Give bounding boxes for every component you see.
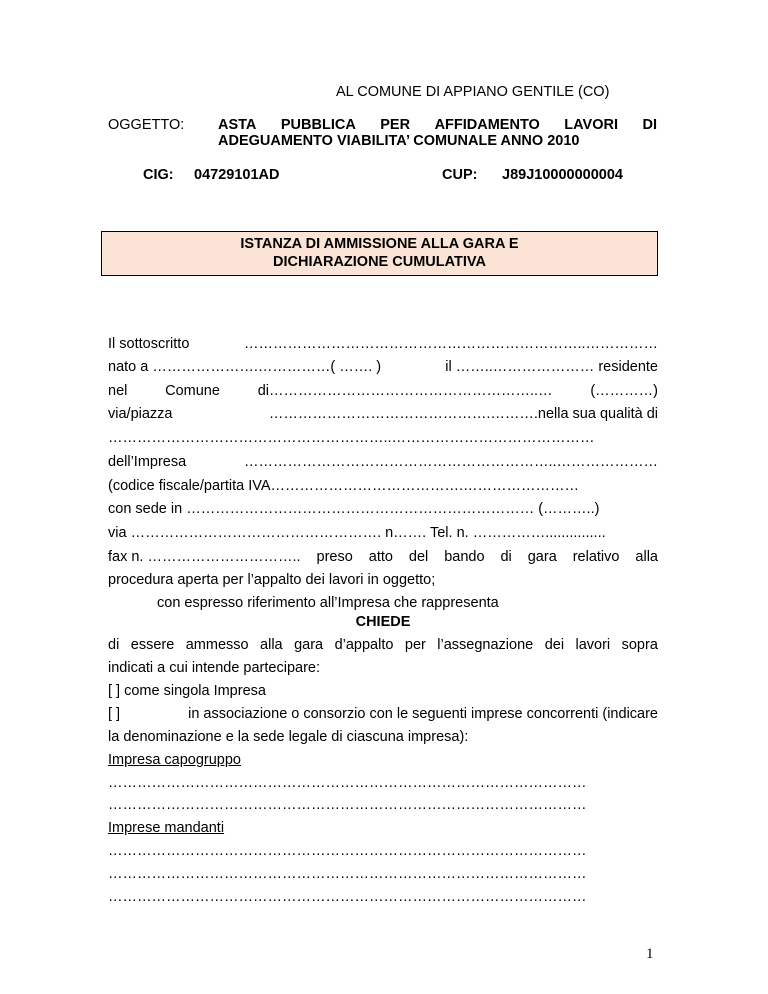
sottoscritto-row bbox=[108, 336, 658, 352]
impresa-row bbox=[108, 454, 658, 470]
ammesso-word: sopra bbox=[621, 637, 658, 653]
subject-word: AFFIDAMENTO bbox=[434, 117, 540, 133]
sottoscritto-label: Il sottoscritto bbox=[108, 336, 190, 352]
recipient-line: AL COMUNE DI APPIANO GENTILE (CO) bbox=[336, 84, 610, 100]
option-associazione-text: in associazione o consorzio con le seguenti imprese concorrenti (indicare bbox=[188, 706, 658, 722]
ammesso-word: gara bbox=[294, 637, 324, 653]
comune-field: di………………………………………………..… bbox=[257, 383, 553, 399]
capogruppo-line: ……………………………………………………………………………………… bbox=[108, 797, 587, 813]
subject-word: PUBBLICA bbox=[280, 117, 356, 133]
fax-word: alla bbox=[635, 549, 658, 565]
sede-field: con sede in ……………………………………………………………… (………..) bbox=[108, 501, 600, 517]
data-nascita-field: il ……..………………… residente bbox=[445, 359, 658, 375]
capogruppo-line: ……………………………………………………………………………………… bbox=[108, 775, 587, 791]
ammesso-word: lavori bbox=[575, 637, 611, 653]
ammesso-word: d’appalto bbox=[334, 637, 394, 653]
fax-word: gara bbox=[527, 549, 557, 565]
mandanti-heading: Imprese mandanti bbox=[108, 820, 225, 836]
riferimento-text: con espresso riferimento all’Impresa che rappresenta bbox=[157, 595, 499, 611]
title-line-1: ISTANZA DI AMMISSIONE ALLA GARA E bbox=[240, 236, 519, 252]
nato-row bbox=[108, 359, 658, 375]
ammesso-word: essere bbox=[130, 637, 175, 653]
via-tel-field: via ……………………………………………. n……. Tel. n. ……………............... bbox=[108, 525, 606, 541]
ammesso-word: di bbox=[108, 637, 120, 653]
via-label: via/piazza bbox=[108, 406, 173, 422]
ammesso-row bbox=[108, 637, 658, 653]
impresa-label: dell’Impresa bbox=[108, 454, 187, 470]
ammesso-word: l’assegnazione bbox=[437, 637, 534, 653]
denominazione-text: la denominazione e la sede legale di ciascuna impresa): bbox=[108, 729, 469, 745]
ammesso-word: alla bbox=[260, 637, 283, 653]
comune-row bbox=[108, 383, 658, 399]
option-checkbox[interactable]: [ ] bbox=[108, 706, 121, 722]
cup-label: CUP: bbox=[442, 167, 478, 183]
ammesso-word: ammesso bbox=[185, 637, 249, 653]
sottoscritto-field: ……………………………………………………………..…………… bbox=[243, 336, 658, 352]
fax-word: relativo bbox=[572, 549, 620, 565]
nato-a-field: nato a ………………….……………( ……. ) bbox=[108, 359, 382, 375]
page-number: 1 bbox=[646, 946, 654, 962]
cig-label: CIG: bbox=[143, 167, 174, 183]
fax-word: di bbox=[500, 549, 512, 565]
via-field: ……………………………………….……….nella sua qualità di bbox=[268, 406, 658, 422]
nel-label: nel bbox=[108, 383, 128, 399]
mandanti-line: ……………………………………………………………………………………… bbox=[108, 889, 587, 905]
fax-word: del bbox=[408, 549, 429, 565]
cup-value: J89J10000000004 bbox=[502, 167, 623, 183]
comune-label: Comune bbox=[165, 383, 220, 399]
qualita-field: …………………………………………………..…………………………………… bbox=[108, 430, 595, 446]
title-line-2: DICHIARAZIONE CUMULATIVA bbox=[273, 254, 486, 270]
codice-fiscale-field: (codice fiscale/partita IVA………………………………….…………………… bbox=[108, 478, 580, 494]
option-singola-impresa[interactable]: [ ] come singola Impresa bbox=[108, 683, 266, 699]
fax-word: preso bbox=[316, 549, 353, 565]
subject-word: PER bbox=[380, 117, 411, 133]
subject-word: DI bbox=[642, 117, 657, 133]
cig-value: 04729101AD bbox=[194, 167, 280, 183]
procedura-text: procedura aperta per l’appalto dei lavori in oggetto; bbox=[108, 572, 436, 588]
fax-word: bando bbox=[444, 549, 485, 565]
mandanti-line: ……………………………………………………………………………………… bbox=[108, 843, 587, 859]
subject-word: ASTA bbox=[218, 117, 257, 133]
fax-word: atto bbox=[368, 549, 393, 565]
subject-line-2: ADEGUAMENTO VIABILITA’ COMUNALE ANNO 2010 bbox=[218, 133, 580, 149]
capogruppo-heading: Impresa capogruppo bbox=[108, 752, 241, 768]
indicati-text: indicati a cui intende partecipare: bbox=[108, 660, 320, 676]
fax-row bbox=[108, 549, 658, 565]
subject-line-1 bbox=[218, 117, 657, 133]
option-associazione-row[interactable] bbox=[108, 706, 658, 722]
fax-field: fax n. ………………………….. bbox=[108, 549, 301, 565]
subject-word: LAVORI bbox=[564, 117, 618, 133]
ammesso-word: per bbox=[404, 637, 426, 653]
via-row bbox=[108, 406, 658, 422]
mandanti-line: ……………………………………………………………………………………… bbox=[108, 866, 587, 882]
provincia-field: (…………) bbox=[590, 383, 658, 399]
chiede-heading: CHIEDE bbox=[355, 614, 411, 630]
impresa-field: ………………………………………………………..………………… bbox=[243, 454, 658, 470]
ammesso-word: dei bbox=[544, 637, 565, 653]
subject-label: OGGETTO: bbox=[108, 117, 185, 133]
title-box bbox=[101, 231, 658, 276]
